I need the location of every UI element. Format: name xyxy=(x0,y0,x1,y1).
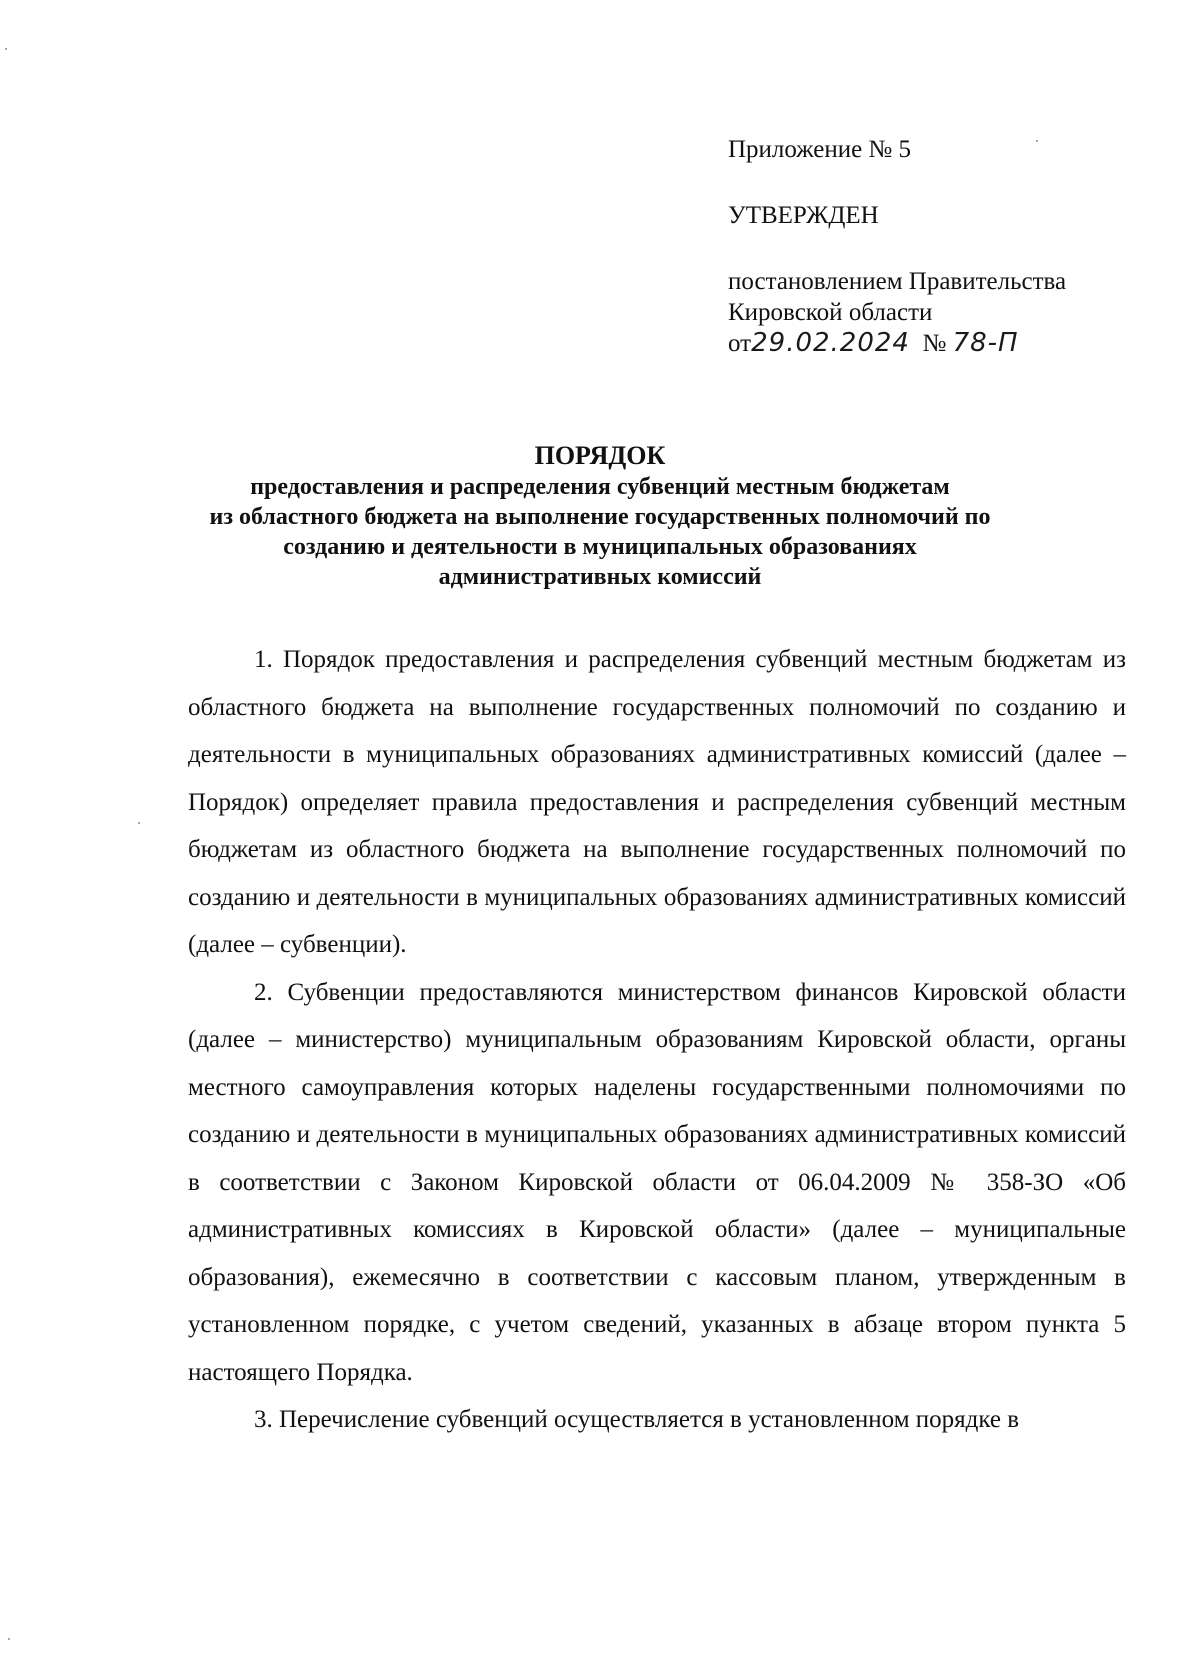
document-title xyxy=(150,440,1050,592)
scan-speck xyxy=(8,1638,10,1640)
title-line-4: административных комиссий xyxy=(438,564,762,590)
decree-line-1: постановлением Правительства xyxy=(728,268,1067,295)
title-line-3: созданию и деятельности в муниципальных образованиях xyxy=(283,534,917,560)
paragraph-2: 2. Субвенции предоставляются министерством финансов Кировской области (далее – министерство) муниципальным образованиям Кировской области, органы местного самоуправления которых наделены государственными полномочиями по созданию и деятельности в муниципальных образованиях административных комиссий в соответствии с Законом Кировской области от 06.04.2009 № 358-ЗО «Об административных комиссиях в Кировской области» (далее – муниципальные образования), ежемесячно в соответствии с кассовым планом, утвержденным в установленном порядке, с учетом сведений, указанных в абзаце втором пункта 5 настоящего Порядка. xyxy=(188,978,1126,1386)
decree-line-2: Кировской области xyxy=(728,299,933,326)
scan-speck xyxy=(1036,140,1038,142)
paragraph-3: 3. Перечисление субвенций осуществляется в установленном порядке в xyxy=(254,1406,1020,1433)
handwritten-number: 78-П xyxy=(952,328,1019,358)
title-line-1: предоставления и распределения субвенций местным бюджетам xyxy=(250,474,950,500)
scan-speck xyxy=(5,48,7,50)
document-body xyxy=(188,636,1126,1444)
decree-date-line xyxy=(728,328,1148,359)
title-line-2: из областного бюджета на выполнение государственных полномочий по xyxy=(209,504,991,530)
approved-label: УТВЕРЖДЕН xyxy=(728,202,879,229)
handwritten-date: 29.02.2024 xyxy=(751,328,910,358)
number-prefix: № xyxy=(922,330,947,357)
paragraph-1: 1. Порядок предоставления и распределения субвенций местным бюджетам из областного бюджета на выполнение государственных полномочий по созданию и деятельности в муниципальных образованиях административных комиссий (далее – Порядок) определяет правила предоставления и распределения субвенций местным бюджетам из областного бюджета на выполнение государственных полномочий по созданию и деятельности в муниципальных образованиях административных комиссий (далее – субвенции). xyxy=(188,646,1126,958)
date-prefix: от xyxy=(728,330,752,357)
scan-speck xyxy=(138,822,140,824)
title-main: ПОРЯДОК xyxy=(534,441,666,470)
appendix-label: Приложение № 5 xyxy=(728,136,912,163)
approval-block xyxy=(728,134,1148,359)
